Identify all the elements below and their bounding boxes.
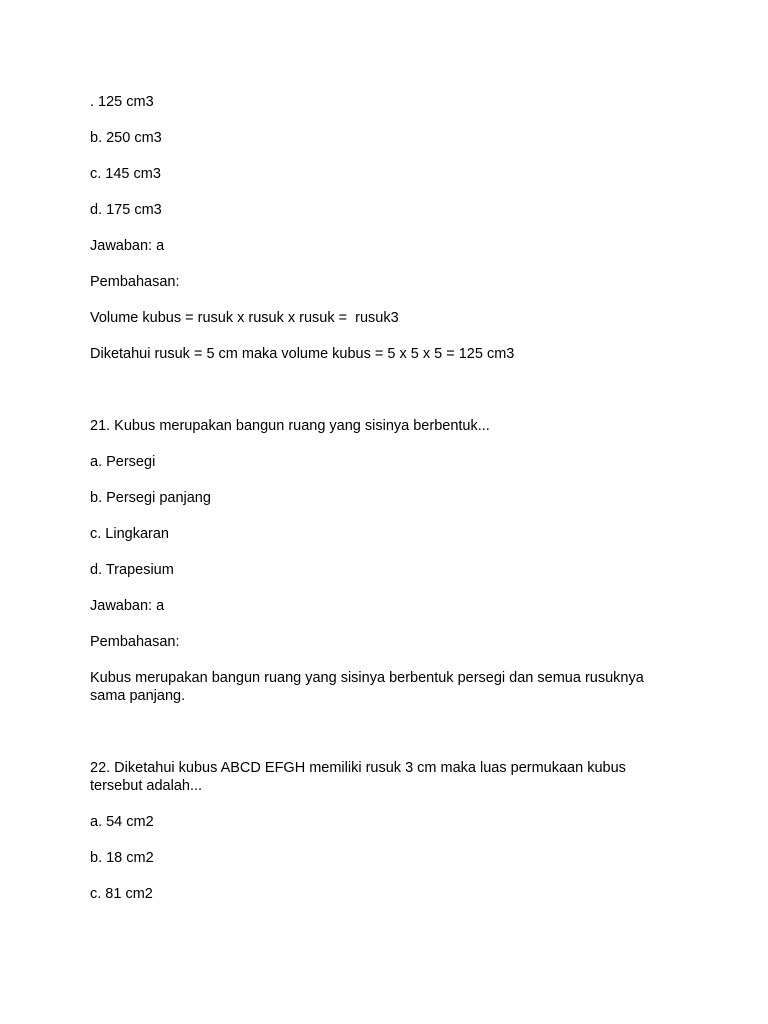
section-spacer xyxy=(90,723,680,759)
option-b: b. 250 cm3 xyxy=(90,130,162,146)
option-c: c. 145 cm3 xyxy=(90,166,161,182)
option-b: b. 18 cm2 xyxy=(90,850,154,866)
option-a: a. 54 cm2 xyxy=(90,814,154,830)
option-c: c. 81 cm2 xyxy=(90,886,153,902)
option-a: . 125 cm3 xyxy=(90,94,154,110)
question-21: 21. Kubus merupakan bangun ruang yang sisinya berbentuk... xyxy=(90,418,490,434)
section-spacer xyxy=(90,381,680,417)
question-22: 22. Diketahui kubus ABCD EFGH memiliki rusuk 3 cm maka luas permukaan kubus tersebut adalah... xyxy=(90,760,630,794)
document-page xyxy=(90,93,680,921)
option-c: c. Lingkaran xyxy=(90,526,169,542)
option-d: d. 175 cm3 xyxy=(90,202,162,218)
answer-text: Jawaban: a xyxy=(90,238,165,254)
option-d: d. Trapesium xyxy=(90,562,174,578)
discussion-label: Pembahasan: xyxy=(90,274,180,290)
discussion-label: Pembahasan: xyxy=(90,634,180,650)
option-b: b. Persegi panjang xyxy=(90,490,211,506)
discussion-paragraph: Kubus merupakan bangun ruang yang sisinya berbentuk persegi dan semua rusuknya sama panjang. xyxy=(90,670,648,704)
discussion-line: Diketahui rusuk = 5 cm maka volume kubus = 5 x 5 x 5 = 125 cm3 xyxy=(90,346,515,362)
option-a: a. Persegi xyxy=(90,454,156,470)
discussion-line: Volume kubus = rusuk x rusuk x rusuk = rusuk3 xyxy=(90,310,399,326)
answer-text: Jawaban: a xyxy=(90,598,165,614)
